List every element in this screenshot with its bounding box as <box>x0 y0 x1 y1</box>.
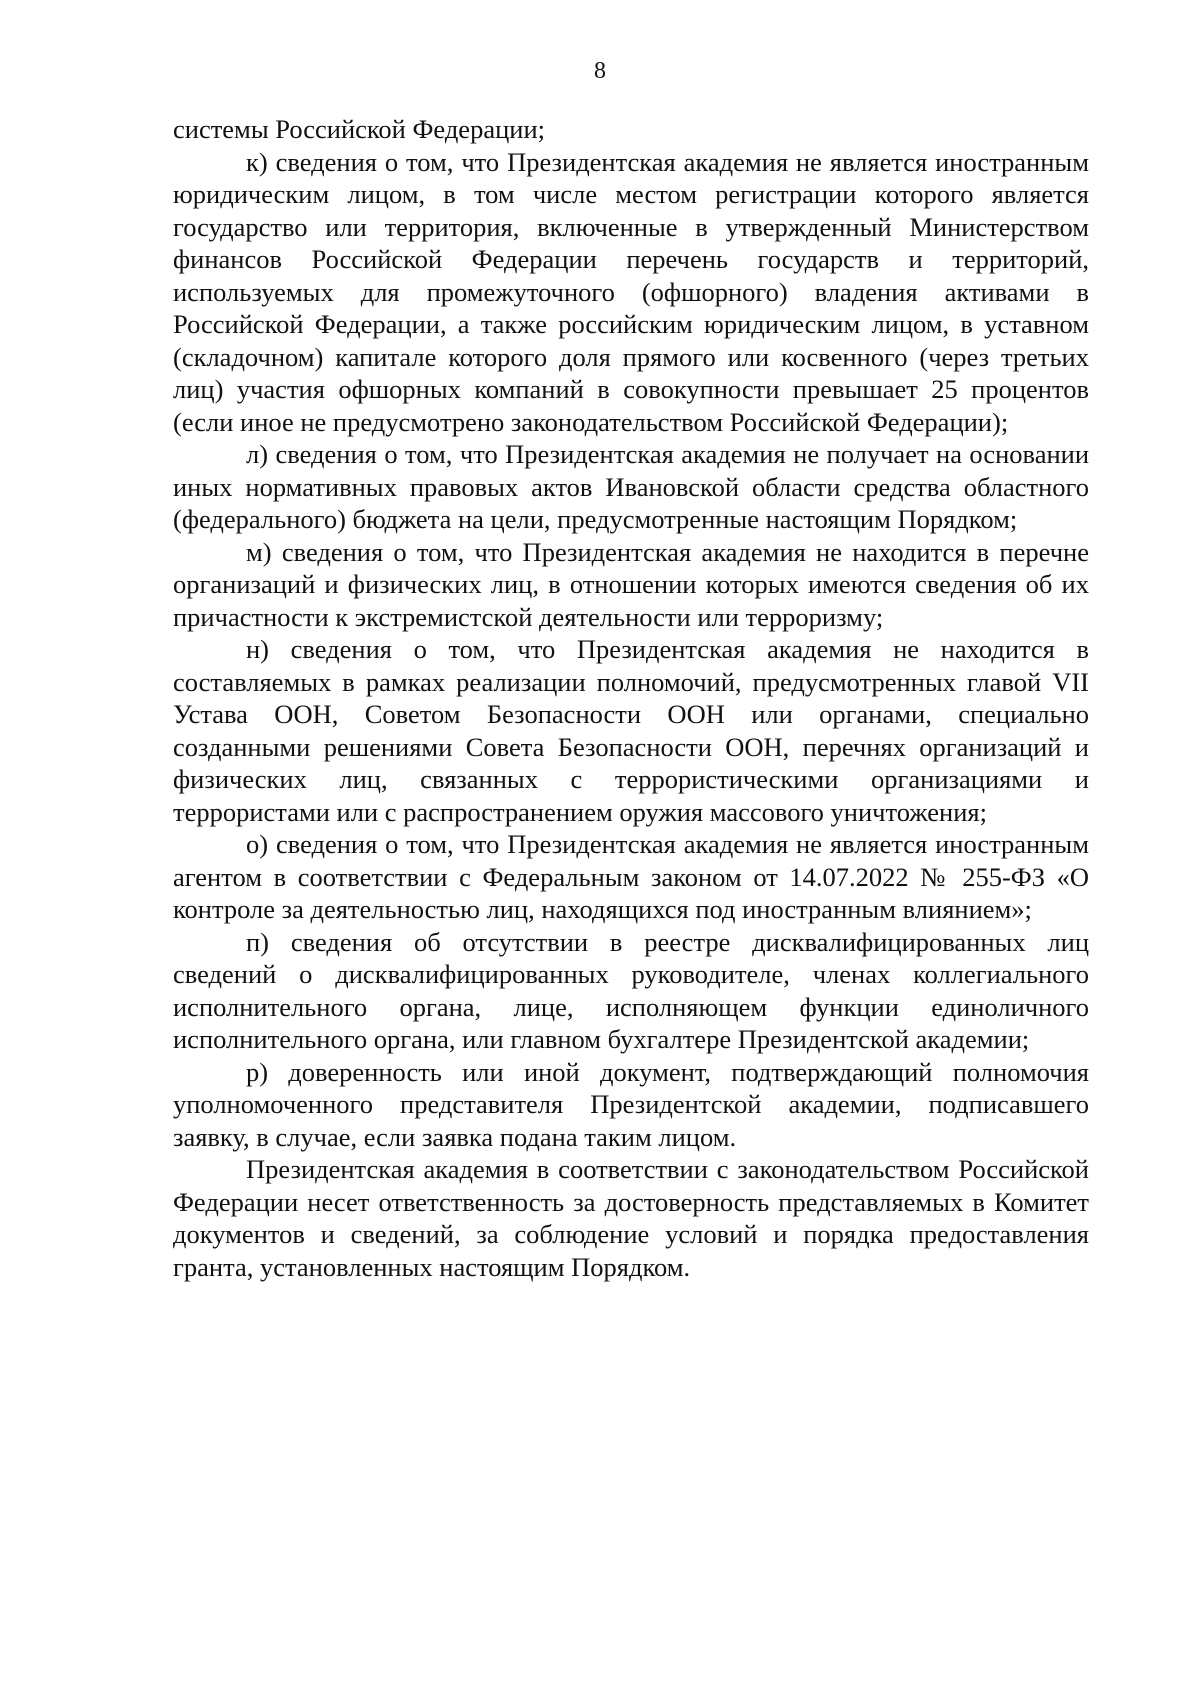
paragraph-item-l: л) сведения о том, что Президентская академия не получает на основании иных нормативных правовых актов Ивановской области средства областного (федерального) бюджета на цели, предусмотренные настоящим Порядком; <box>173 439 1089 534</box>
paragraph-item-n: н) сведения о том, что Президентская академия не находится в составляемых в рамках реализации полномочий, предусмотренных главой VII Устава ООН, Советом Безопасности ООН или органами, специально созданными решениями Совета Безопасности ООН, перечнях организаций и физических лиц, связанных с террористическими организациями и террористами или с распространением оружия массового уничтожения; <box>173 634 1089 827</box>
page-number: 8 <box>594 58 606 84</box>
paragraph-item-p: п) сведения об отсутствии в реестре дисквалифицированных лиц сведений о дисквалифицированных руководителе, членах коллегиального исполнительного органа, лице, исполняющем функции единоличного исполнительного органа, или главном бухгалтере Президентской академии; <box>173 926 1089 1054</box>
document-body <box>173 113 1089 1283</box>
paragraph-item-o: о) сведения о том, что Президентская академия не является иностранным агентом в соответствии с Федеральным законом от 14.07.2022 № 255-ФЗ «О контроле за деятельностью лиц, находящихся под иностранным влиянием»; <box>173 829 1089 924</box>
paragraph-responsibility: Президентская академия в соответствии с законодательством Российской Федерации несет ответственность за достоверность представляемых в Комитет документов и сведений, за соблюдение условий и порядка предоставления гранта, установленных настоящим Порядком. <box>173 1154 1089 1282</box>
paragraph-item-r: р) доверенность или иной документ, подтверждающий полномочия уполномоченного представителя Президентской академии, подписавшего заявку, в случае, если заявка подана таким лицом. <box>173 1056 1089 1152</box>
paragraph-continuation: системы Российской Федерации; <box>173 114 545 144</box>
paragraph-item-m: м) сведения о том, что Президентская академия не находится в перечне организаций и физических лиц, в отношении которых имеются сведения об их причастности к экстремистской деятельности или терроризму; <box>173 536 1089 632</box>
paragraph-item-k: к) сведения о том, что Президентская академия не является иностранным юридическим лицом, в том числе местом регистрации которого является государство или территория, включенные в утвержденный Министерством финансов Российской Федерации перечень государств и территорий, используемых для промежуточного (офшорного) владения активами в Российской Федерации, а также российским юридическим лицом, в уставном (складочном) капитале которого доля прямого или косвенного (через третьих лиц) участия офшорных компаний в совокупности превышает 25 процентов (если иное не предусмотрено законодательством Российской Федерации); <box>173 146 1089 437</box>
